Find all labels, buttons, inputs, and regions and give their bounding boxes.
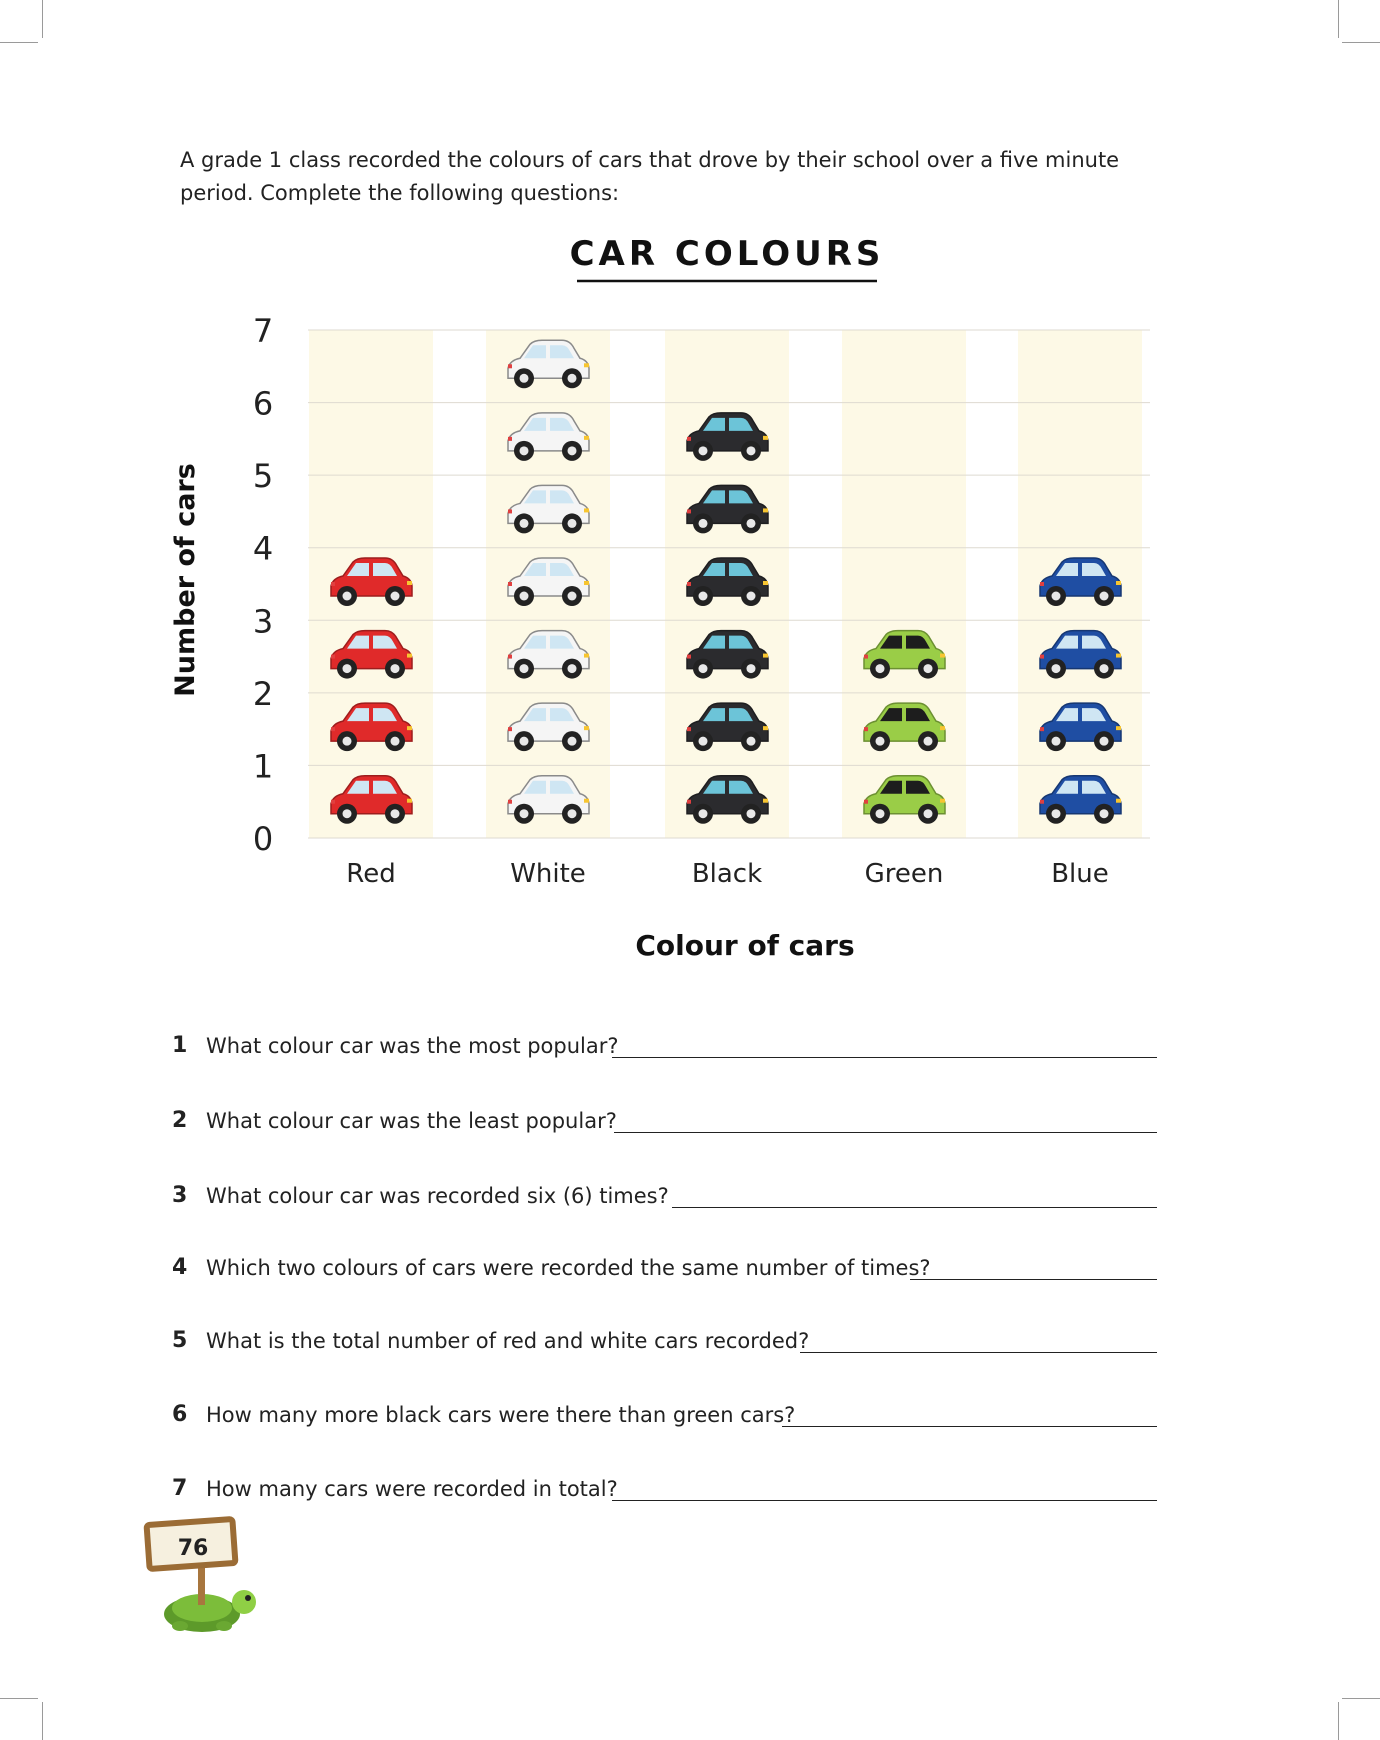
question-number: 2 <box>172 1108 188 1133</box>
intro-line-1: A grade 1 class recorded the colours of cars that drove by their school over a five minute <box>180 148 1120 172</box>
question-number: 1 <box>172 1033 188 1058</box>
answer-line[interactable] <box>800 1352 1157 1353</box>
turtle-sign-icon <box>140 1510 270 1640</box>
y-tick-label: 1 <box>252 747 274 786</box>
intro-line-2: period. Complete the following questions: <box>180 181 620 205</box>
x-tick-label: White <box>510 859 586 889</box>
y-tick-label: 4 <box>252 529 274 568</box>
y-tick-label: 5 <box>252 457 274 496</box>
crop-mark <box>1342 42 1380 43</box>
y-tick-label: 2 <box>252 674 274 713</box>
y-tick-label: 3 <box>252 602 274 641</box>
chart-title: CAR COLOURS <box>569 234 885 274</box>
x-axis-label: Colour of cars <box>635 929 855 962</box>
answer-line[interactable] <box>672 1207 1157 1208</box>
crop-mark <box>1342 1698 1380 1699</box>
crop-mark <box>0 42 38 43</box>
question-text: What is the total number of red and white cars recorded? <box>206 1329 810 1353</box>
answer-line[interactable] <box>612 1500 1157 1501</box>
x-tick-label: Black <box>691 859 763 889</box>
question-number: 3 <box>172 1183 188 1208</box>
question-text: Which two colours of cars were recorded the same number of times? <box>206 1256 931 1280</box>
question-7 <box>172 1463 1157 1503</box>
y-tick-label: 7 <box>252 312 274 350</box>
question-text: What colour car was the least popular? <box>206 1109 617 1133</box>
y-axis-label: Number of cars <box>170 463 201 697</box>
question-text: What colour car was recorded six (6) times? <box>206 1184 669 1208</box>
x-tick-label: Blue <box>1051 859 1109 889</box>
crop-mark <box>42 1702 43 1740</box>
question-2 <box>172 1095 1157 1135</box>
x-tick-labels <box>346 859 1108 889</box>
question-3 <box>172 1170 1157 1210</box>
crop-mark <box>1338 1702 1339 1740</box>
car-colours-pictograph <box>0 220 1380 980</box>
x-tick-label: Green <box>864 859 944 889</box>
question-number: 6 <box>172 1402 188 1427</box>
question-number: 5 <box>172 1328 188 1353</box>
x-tick-label: Red <box>346 859 396 889</box>
answer-line[interactable] <box>612 1057 1157 1058</box>
answer-line[interactable] <box>910 1279 1157 1280</box>
page-number-badge <box>140 1510 270 1644</box>
crop-mark <box>0 1698 38 1699</box>
question-1 <box>172 1020 1157 1060</box>
question-number: 7 <box>172 1476 188 1501</box>
question-6 <box>172 1389 1157 1429</box>
page-number: 76 <box>177 1536 209 1561</box>
answer-line[interactable] <box>782 1426 1157 1427</box>
question-text: How many more black cars were there than green cars? <box>206 1403 796 1427</box>
question-number: 4 <box>172 1255 188 1280</box>
y-tick-labels <box>253 312 273 858</box>
question-text: How many cars were recorded in total? <box>206 1477 618 1501</box>
question-4 <box>172 1242 1157 1282</box>
y-tick-label: 0 <box>252 820 274 858</box>
question-5 <box>172 1315 1157 1355</box>
y-tick-label: 6 <box>252 384 274 423</box>
column-bg-green <box>842 330 966 838</box>
question-text: What colour car was the most popular? <box>206 1034 619 1058</box>
crop-mark <box>1338 0 1339 38</box>
intro-text <box>180 144 1140 210</box>
answer-line[interactable] <box>614 1132 1157 1133</box>
crop-mark <box>42 0 43 38</box>
